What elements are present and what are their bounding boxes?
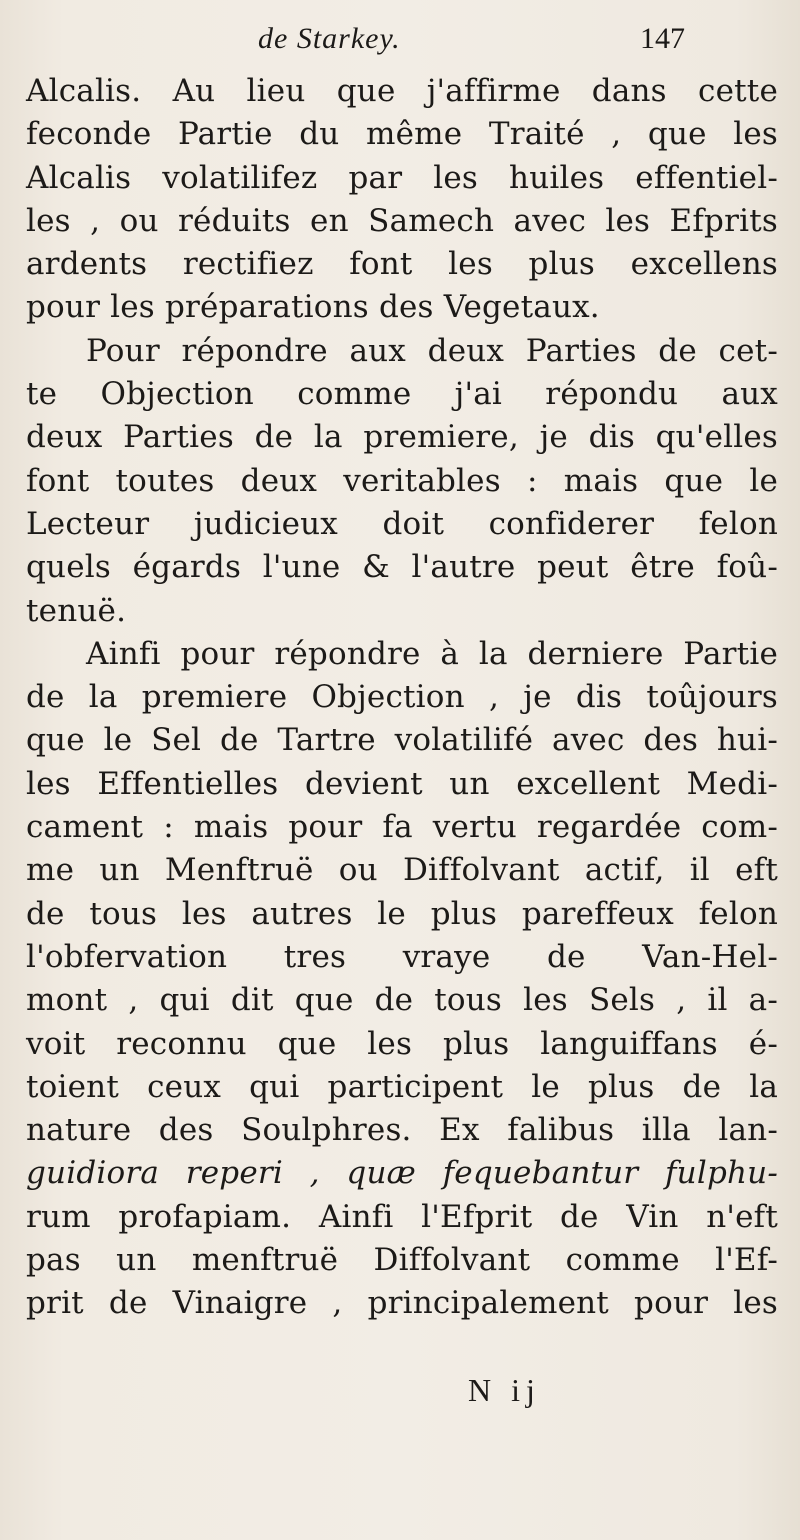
running-title: de Starkey.: [258, 22, 401, 55]
text-line: Alcalis. Au lieu que j'affirme dans cette: [26, 73, 778, 109]
text-line: voit reconnu que les plus languiffans é-: [26, 1025, 778, 1062]
page-number: 147: [640, 22, 685, 55]
text-line: te Objection comme j'ai répondu aux: [26, 376, 778, 413]
text-line: de tous les autres le plus pareffeux felon: [26, 895, 778, 932]
text-line: Pour répondre aux deux Parties de cet-: [86, 332, 778, 369]
text-line: Ainfi pour répondre à la derniere Partie: [86, 635, 778, 672]
text-line: cament : mais pour fa vertu regardée com-: [26, 809, 778, 846]
text-line: pour les préparations des Vegetaux.: [26, 289, 600, 326]
text-line: pas un menftruë Diffolvant comme l'Ef-: [26, 1242, 778, 1279]
page-header: [0, 18, 800, 68]
text-line: guidiora reperi , quæ fequebantur fulphu-: [26, 1155, 778, 1192]
text-line: quels égards l'une & l'autre peut être foû-: [26, 549, 778, 586]
text-line: prit de Vinaigre , principalement pour les: [26, 1285, 778, 1322]
text-line: l'obfervation tres vraye de Van-Hel-: [26, 938, 778, 975]
text-line: tenuë.: [26, 592, 127, 629]
text-line: Lecteur judicieux doit confiderer felon: [26, 505, 778, 542]
text-line: Alcalis volatilifez par les huiles effentiel-: [26, 159, 778, 196]
text-line: les Effentielles devient un excellent Medi-: [26, 765, 778, 802]
text-line: mont , qui dit que de tous les Sels , il a-: [26, 982, 778, 1019]
text-line: nature des Soulphres. Ex falibus illa lan-: [26, 1112, 778, 1149]
text-line: toient ceux qui participent le plus de la: [26, 1068, 778, 1105]
text-line: rum profapiam. Ainfi l'Efprit de Vin n'eft: [26, 1198, 778, 1235]
signature-mark: N ij: [468, 1372, 541, 1408]
text-line: me un Menftruë ou Diffolvant actif, il eft: [26, 852, 778, 889]
text-line: ardents rectifiez font les plus excellens: [26, 246, 778, 283]
text-line: font toutes deux veritables : mais que le: [26, 462, 778, 499]
text-line: les , ou réduits en Samech avec les Efprits: [26, 202, 778, 239]
text-line: feconde Partie du même Traité , que les: [26, 116, 778, 153]
text-line: de la premiere Objection , je dis toûjours: [26, 679, 778, 716]
body-text: [26, 70, 778, 1326]
text-line: deux Parties de la premiere, je dis qu'elles: [26, 419, 778, 456]
text-line: que le Sel de Tartre volatilifé avec des hui-: [26, 722, 778, 759]
